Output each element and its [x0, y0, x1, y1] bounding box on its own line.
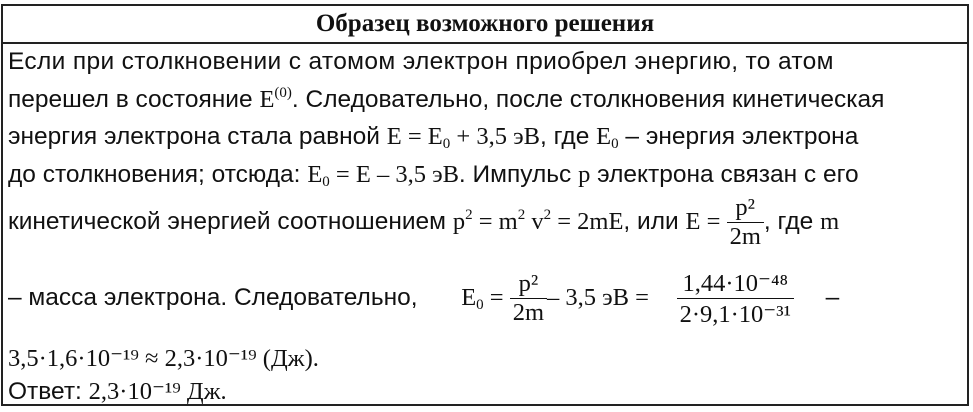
text-line-7: 3,5·1,6·10⁻¹⁹ ≈ 2,3·10⁻¹⁹ (Дж). [8, 345, 319, 372]
solution-box [1, 4, 969, 406]
fraction-numeric: $\frac{\text{1,44·10⁻⁴⁸}}{\text{2·9,1·10⁻³¹}}$ [677, 268, 794, 329]
text-line-3: энергия электрона стала равной $E = E_0 + 3,5$ эВ, где $E_0$ – энергия электрона [8, 123, 859, 152]
text-line-6: – масса электрона. Следовательно, $E_0$ = $\frac{\text{p²}}{2m}$ – 3,5 эВ = $\frac{\text{1,44·10⁻⁴⁸}}{\text{2·9,1·10⁻³¹}}$ – [8, 270, 840, 328]
answer-line: Ответ: 2,3·10⁻¹⁹ Дж. [8, 378, 227, 405]
text-line-1: Если при столкновении с атомом электрон приобрел энергию, то атом [8, 48, 834, 75]
text-line-2: перешел в состояние $E^{(0)}$. Следовательно, после столкновения кинетическая [8, 85, 885, 113]
text-line-4: до столкновения; отсюда: $E_0 = E - 3,5$ эВ. Импульс p электрона связан с его [8, 161, 859, 190]
fraction-p2-over-2m-second: $\frac{\text{p²}}{2m}$ [510, 270, 547, 327]
text-line-5: кинетической энергией соотношением $p^2 = m^2$ $v^2 = 2mE$, или E = $\frac{\text{p²}}{2m}$ , где m [8, 194, 840, 250]
solution-title: Образец возможного решения [3, 6, 967, 44]
fraction-p2-over-2m: $\frac{\text{p²}}{2m}$ [727, 194, 764, 251]
